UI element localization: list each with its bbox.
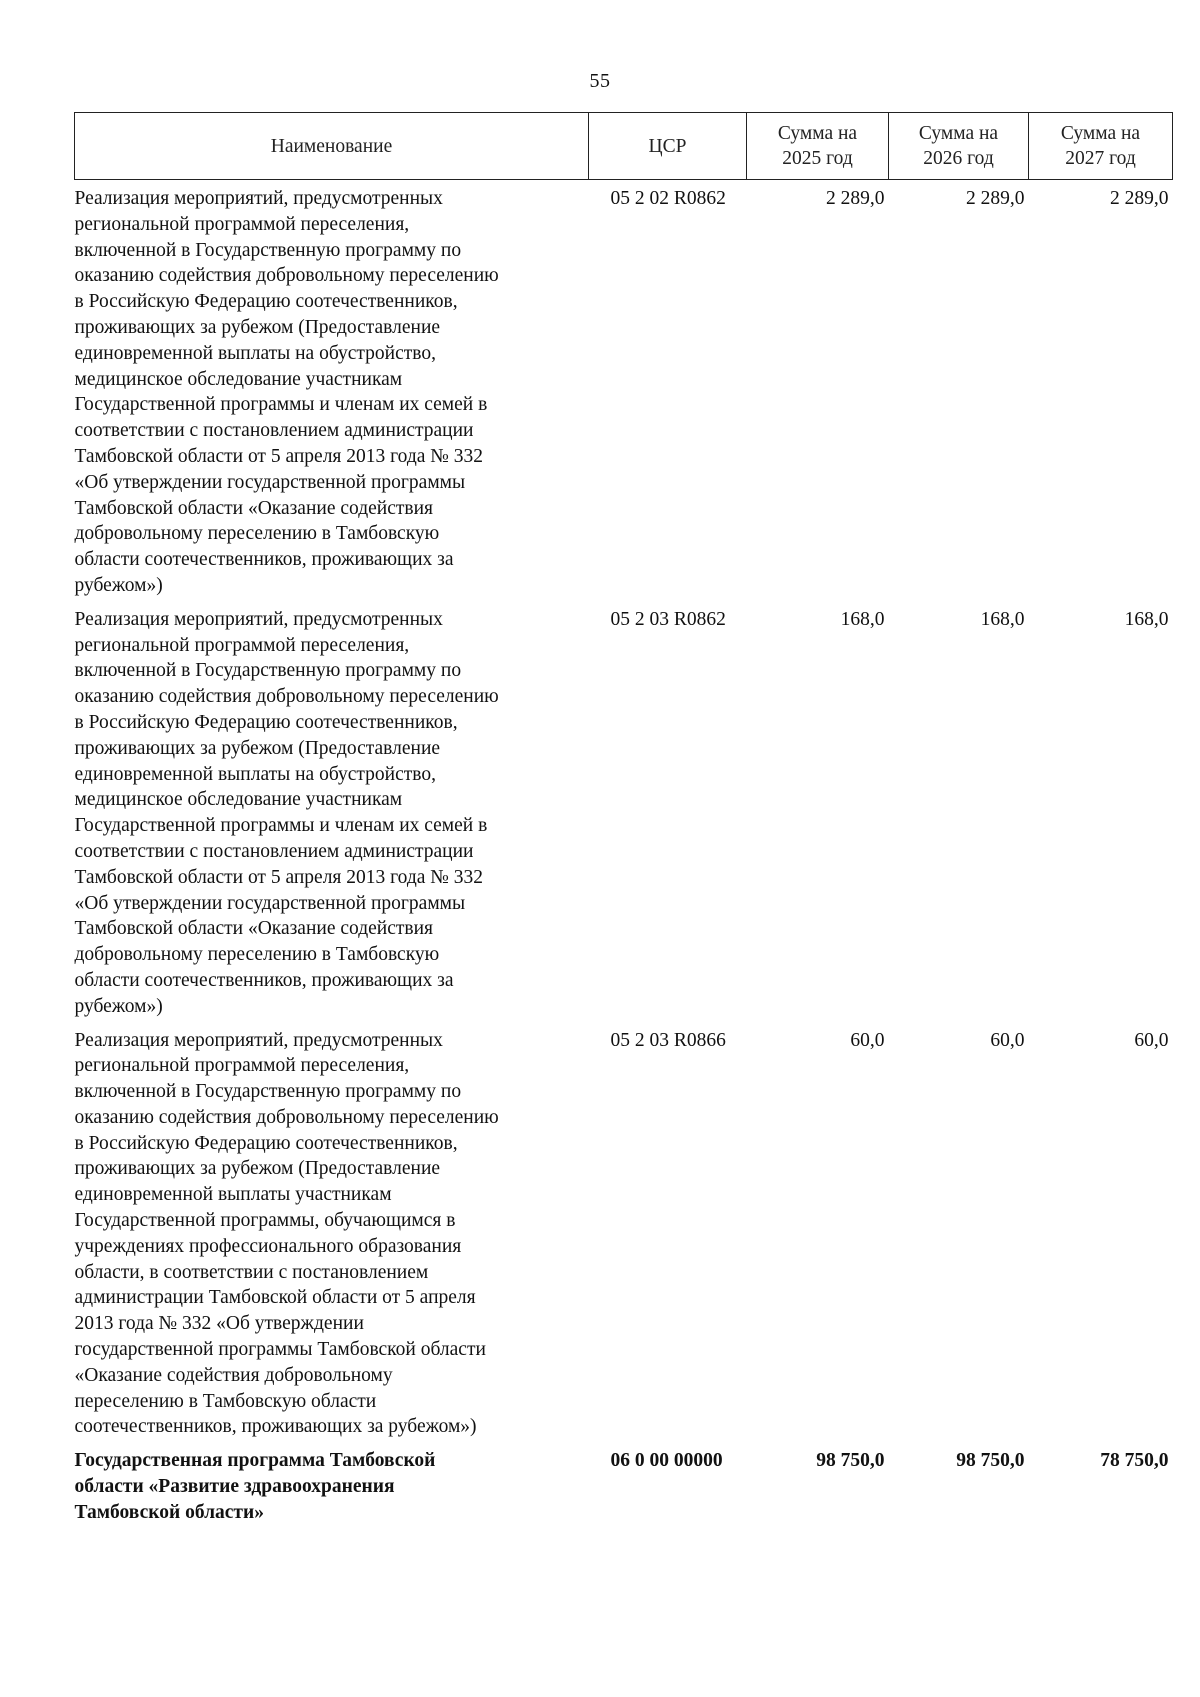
header-name: Наименование	[75, 113, 589, 180]
table-row	[75, 180, 1173, 599]
row-sum-2026-cell: 98 750,0	[956, 1450, 1025, 1472]
row-csr-cell: 05 2 03 R0866	[610, 1029, 726, 1051]
row-csr-cell: 05 2 02 R0862	[610, 188, 726, 209]
row-sum-2027-cell: 60,0	[1134, 1029, 1169, 1051]
row-sum-2025-cell: 60,0	[850, 1029, 885, 1051]
header-sum-2027: Сумма на 2027 год	[1029, 113, 1173, 180]
row-sum-2027-cell: 168,0	[1124, 608, 1169, 630]
row-sum-2027-cell: 78 750,0	[1100, 1450, 1169, 1472]
table-row	[75, 1440, 1173, 1525]
table-row	[75, 1020, 1173, 1441]
row-name-cell: Государственная программа Тамбовской области «Развитие здравоохранения Тамбовской области»	[74, 1450, 436, 1523]
header-sum-2025: Сумма на 2025 год	[747, 113, 889, 180]
header-csr: ЦСР	[589, 113, 747, 180]
row-sum-2025-cell: 2 289,0	[826, 188, 885, 209]
page-number: 55	[589, 70, 611, 92]
row-sum-2027-cell: 2 289,0	[1110, 188, 1169, 209]
table-header	[75, 113, 1173, 180]
row-name-cell: Реализация мероприятий, предусмотренных региональной программой переселения, включенной в Государственную программу по оказанию содействия добровольному переселению в Российскую Федерацию соотечественников, проживающих за рубежом (Предоставление единовременной выплаты участникам Государственной программы, обучающимся в учреждениях профессионального образования области, в соответствии с постановлением администрации Тамбовской области от 5 апреля 2013 года № 332 «Об утверждении государственной программы Тамбовской области «Оказание содействия добровольному переселению в Тамбовскую области соотечественников, проживающих за рубежом»)	[74, 1029, 499, 1438]
header-row	[75, 113, 1173, 180]
budget-table	[74, 112, 1173, 1526]
row-sum-2025-cell: 98 750,0	[816, 1450, 885, 1472]
row-sum-2026-cell: 60,0	[990, 1029, 1025, 1051]
row-name-cell: Реализация мероприятий, предусмотренных региональной программой переселения, включенной в Государственную программу по оказанию содействия добровольному переселению в Российскую Федерацию соотечественников, проживающих за рубежом (Предоставление единовременной выплаты на обустройство, медицинское обследование участникам Государственной программы и членам их семей в соответствии с постановлением администрации Тамбовской области от 5 апреля 2013 года № 332 «Об утверждении государственной программы Тамбовской области «Оказание содействия добровольному переселению в Тамбовскую области соотечественников, проживающих за рубежом»)	[74, 608, 499, 1017]
header-sum-2026: Сумма на 2026 год	[889, 113, 1029, 180]
row-csr-cell: 05 2 03 R0862	[610, 608, 726, 630]
table-row	[75, 599, 1173, 1020]
row-name-cell: Реализация мероприятий, предусмотренных региональной программой переселения, включенной в Государственную программу по оказанию содействия добровольному переселению в Российскую Федерацию соотечественников, проживающих за рубежом (Предоставление единовременной выплаты на обустройство, медицинское обследование участникам Государственной программы и членам их семей в соответствии с постановлением администрации Тамбовской области от 5 апреля 2013 года № 332 «Об утверждении государственной программы Тамбовской области «Оказание содействия добровольному переселению в Тамбовскую области соотечественников, проживающих за рубежом»)	[74, 188, 499, 596]
row-sum-2026-cell: 168,0	[980, 608, 1025, 630]
row-sum-2026-cell: 2 289,0	[966, 188, 1025, 209]
row-csr-cell: 06 0 00 00000	[610, 1450, 723, 1472]
table-body	[75, 180, 1173, 1526]
row-sum-2025-cell: 168,0	[840, 608, 885, 630]
